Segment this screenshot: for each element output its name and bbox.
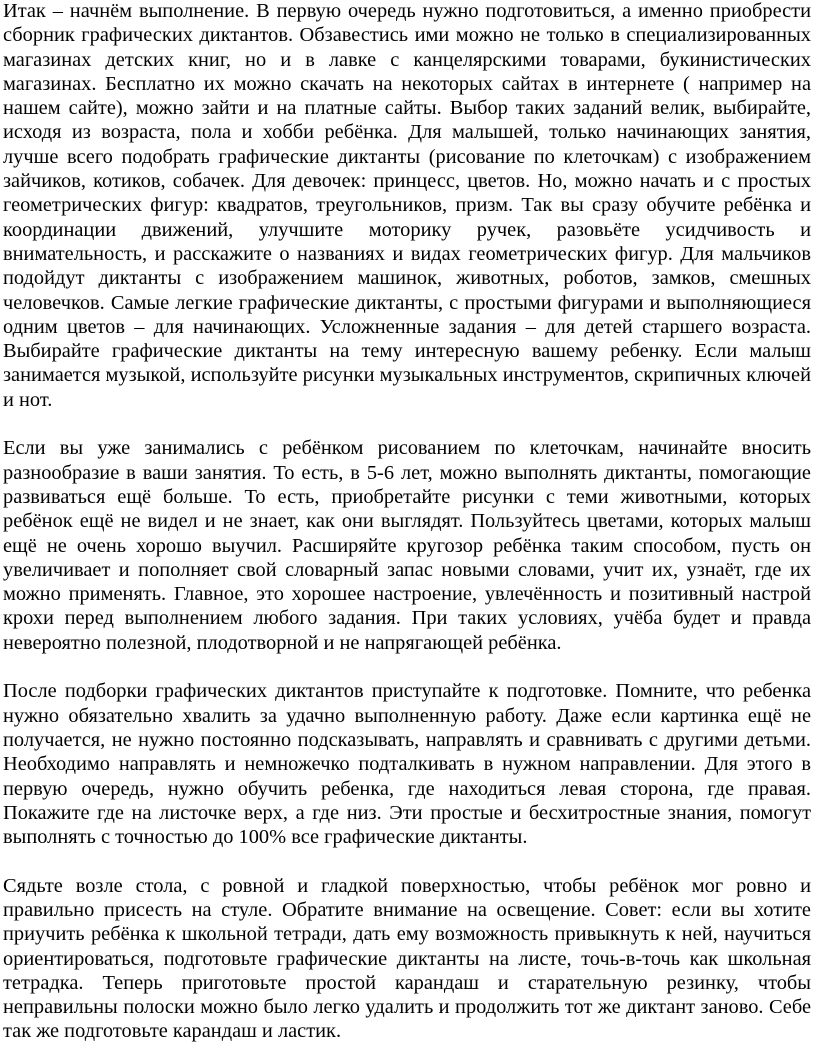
paragraph-preparation: После подборки графических диктантов приступайте к подготовке. Помните, что ребенка нужно обязательно хвалить за удачно выполненную работу. Даже если картинка ещё не получается, не нужно постоянно подсказывать, направлять и сравнивать с другими детьми. Необходимо направлять и немножечко подталкивать в нужном направлении. Для этого в первую очередь, нужно обучить ребенка, где находиться левая сторона, где правая. Покажите где на листочке верх, а где низ. Эти простые и бесхитростные знания, помогут выполнять с точностью до 100% все графические диктанты.: [3, 680, 811, 849]
paragraph-variety: Если вы уже занимались с ребёнком рисованием по клеточкам, начинайте вносить разнообразие в ваши занятия. То есть, в 5-6 лет, можно выполнять диктанты, помогающие развиваться ещё больше. То есть, приобретайте рисунки с теми животными, которых ребёнок ещё не видел и не знает, как они выглядят. Пользуйтесь цветами, которых малыш ещё не очень хорошо выучил. Расширяйте кругозор ребёнка таким способом, пусть он увеличивает и пополняет свой словарный запас новыми словами, учит их, узнаёт, где их можно применять. Главное, это хорошее настроение, увлечённость и позитивный настрой крохи перед выполнением любого задания. При таких условиях, учёба будет и правда невероятно полезной, плодотворной и не напрягающей ребёнка.: [3, 437, 811, 654]
paragraph-choosing-dictations: Итак – начнём выполнение. В первую очередь нужно подготовиться, а именно приобрести сборник графических диктантов. Обзавестись ими можно не только в специализированных магазинах детских книг, но и в лавке с канцелярскими товарами, букинистических магазинах. Бесплатно их можно скачать на некоторых сайтах в интернете ( например на нашем сайте), можно зайти и на платные сайты. Выбор таких заданий велик, выбирайте, исходя из возраста, пола и хобби ребёнка. Для малышей, только начинающих занятия, лучше всего подобрать графические диктанты (рисование по клеточкам) с изображением зайчиков, котиков, собачек. Для девочек: принцесс, цветов. Но, можно начать и с простых геометрических фигур: квадратов, треугольников, призм. Так вы сразу обучите ребёнка и координации движений, улучшите моторику ручек, разовьёте усидчивость и внимательность, и расскажите о названиях и видах геометрических фигур. Для мальчиков подойдут диктанты с изображением машинок, животных, роботов, замков, смешных человечков. Самые легкие графические диктанты, с простыми фигурами и выполняющиеся одним цветов – для начинающих. Усложненные задания – для детей старшего возраста. Выбирайте графические диктанты на тему интересную вашему ребенку. Если малыш занимается музыкой, используйте рисунки музыкальных инструментов, скрипичных ключей и нот.: [3, 0, 811, 411]
paragraph-workspace: Сядьте возле стола, с ровной и гладкой поверхностью, чтобы ребёнок мог ровно и правильно присесть на стуле. Обратите внимание на освещение. Совет: если вы хотите приучить ребёнка к школьной тетради, дать ему возможность привыкнуть к ней, научиться ориентироваться, подготовьте графические диктанты на листе, точь-в-точь как школьная тетрадка. Теперь приготовьте простой карандаш и старательную резинку, чтобы неправильны полоски можно было легко удалить и продолжить тот же диктант заново. Себе так же подготовьте карандаш и ластик.: [3, 874, 811, 1043]
